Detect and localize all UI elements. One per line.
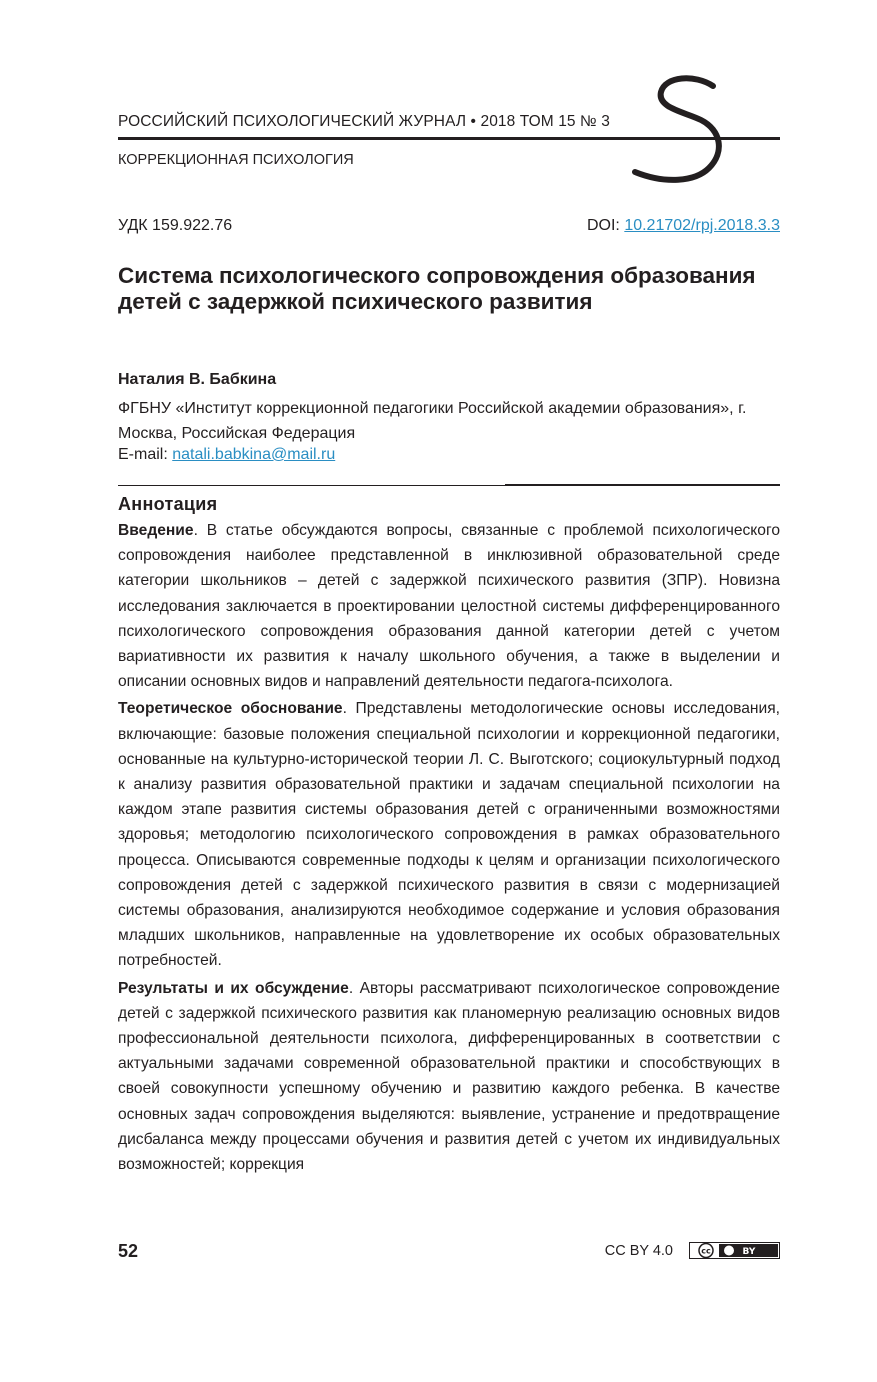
article-title: Система психологического сопровождения образования детей с задержкой психического развития: [118, 263, 756, 314]
author-email: [118, 446, 335, 464]
abstract-body: [118, 518, 780, 1179]
intro-label: Введение: [118, 522, 194, 539]
license-text: CC BY 4.0: [604, 1243, 673, 1259]
cc-badge-text: cc: [701, 1246, 711, 1256]
theory-label: Теоретическое обоснование: [118, 700, 343, 718]
abstract-theory: [118, 696, 780, 973]
author-affiliation: ФГБНУ «Институт коррекционной педагогики Российской академии образования», г. Москва, Российская Федерация: [118, 400, 747, 442]
abstract-intro: [118, 518, 780, 694]
doi-link[interactable]: 10.21702/rpj.2018.3.3: [624, 217, 780, 234]
journal-header: РОССИЙСКИЙ ПСИХОЛОГИЧЕСКИЙ ЖУРНАЛ • 2018 ТОМ 15 № 3: [118, 113, 610, 130]
abstract-results: [118, 976, 780, 1178]
journal-s-logo-icon: [625, 72, 735, 187]
doi-label: DOI:: [586, 217, 625, 234]
cc-by-badge-icon[interactable]: [689, 1242, 780, 1259]
results-label: Результаты и их обсуждение: [118, 979, 349, 997]
doi: [587, 217, 780, 235]
udk-code: УДК 159.922.76: [118, 217, 233, 234]
page-number: 52: [118, 1241, 139, 1261]
by-badge-text: BY: [742, 1247, 756, 1257]
author-name: Наталия В. Бабкина: [118, 371, 277, 388]
intro-text: . В статье обсуждаются вопросы, связанные с проблемой психологического сопровождения наиболее представленной в инклюзивной образовательной среде категории школьников – детей с задержкой психического развития (ЗПР). Новизна исследования заключается в проектировании целостной системы дифференцированного психологического сопровождения образования данной категории детей с учетом вариативности их развития к началу школьного обучения, а также в выделении и описании основных видов и направлений деятельности педагога-психолога.: [118, 522, 780, 691]
results-text: . Авторы рассматривают психологическое сопровождение детей с задержкой психического развития как планомерную реализацию основных видов профессиональной деятельности психолога, дифференцированных в соответствии с актуальными задачами современной образовательной практики и способствующих в своей совокупности успешному обучению и развитию каждого ребенка. В качестве основных задач сопровождения выделяются: выявление, устранение и предотвращение дисбаланса между процессами обучения и развития детей с учетом их индивидуальных возможностей; коррекция: [118, 979, 780, 1174]
theory-text: . Представлены методологические основы исследования, включающие: базовые положения специальной психологии и коррекционной педагогики, основанные на культурно-исторической теории Л. С. Выготского; социокультурный подход к анализу развития образовательной практики и задачам специальной психологии на каждом этапе развития системы образования детей с ограниченными возможностями здоровья; методологию психологического сопровождения в рамках образовательного процесса. Описываются современные подходы к целям и организации психологического сопровождения детей с задержкой психического развития в связи с модернизацией системы образования, анализируются необходимое содержание и условия образования младших школьников, направленные на удовлетворение их особых образовательных потребностей.: [118, 700, 780, 970]
email-link[interactable]: natali.babkina@mail.ru: [172, 446, 336, 463]
email-label: E-mail:: [118, 446, 173, 463]
abstract-heading: Аннотация: [118, 494, 218, 514]
section-name: КОРРЕКЦИОННАЯ ПСИХОЛОГИЯ: [118, 152, 354, 168]
abstract-rule-thick: [505, 484, 780, 486]
